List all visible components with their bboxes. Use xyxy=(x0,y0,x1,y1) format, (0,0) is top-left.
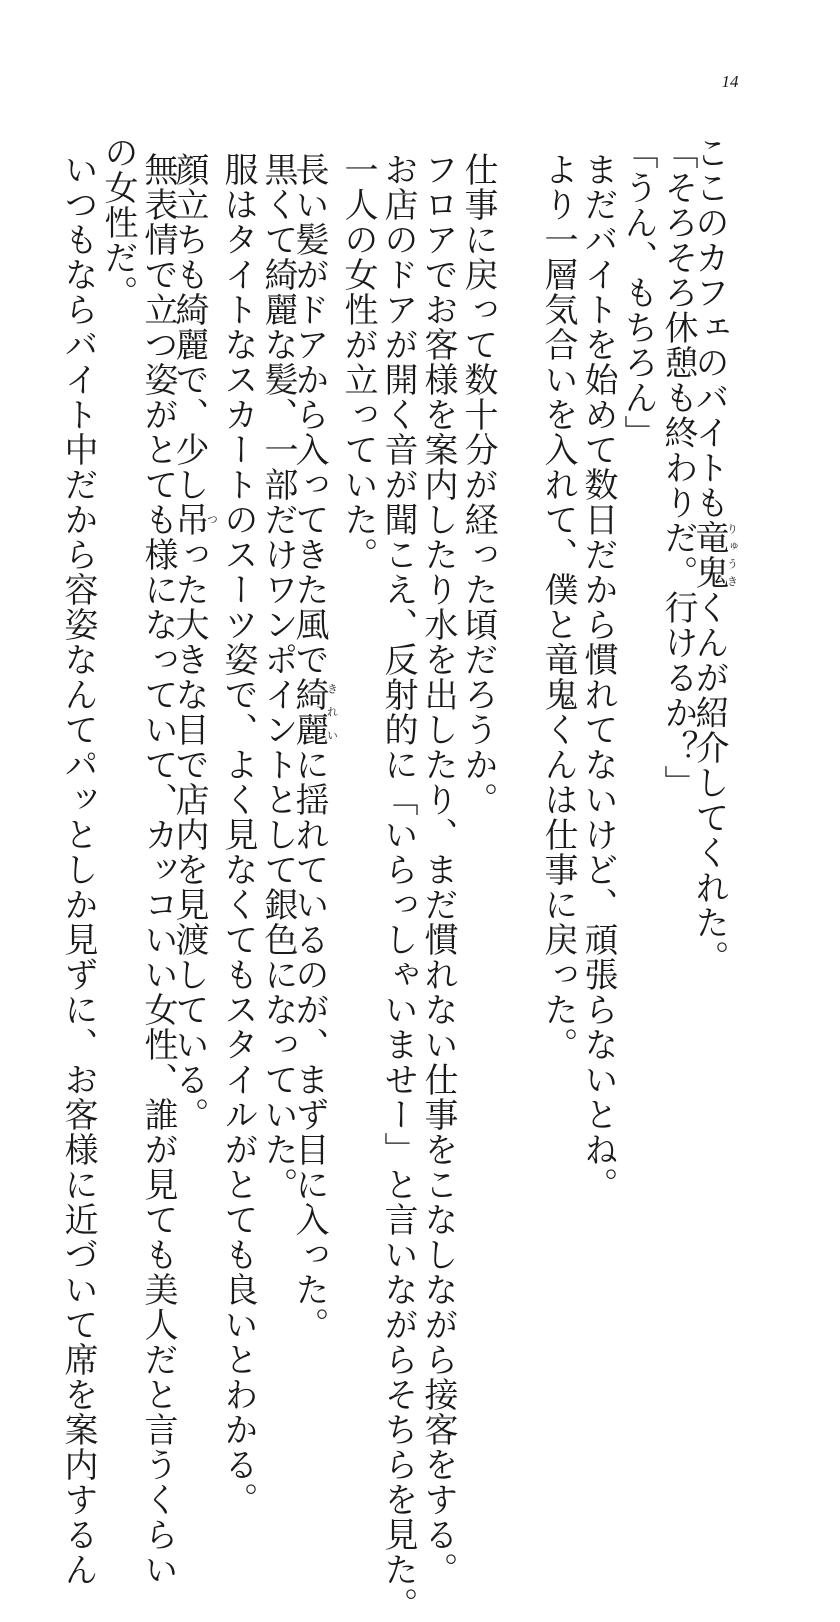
text-line: より一層気合いを入れて、僕と竜鬼くんは仕事に戻った。 xyxy=(538,152,578,1062)
ruby-ryuki: 竜鬼りゅうき xyxy=(689,520,739,590)
text-line: 長い髪がドアから入ってきた風で綺麗きれいに揺れているのが、まず目に入った。 xyxy=(289,152,339,1342)
text-line: お店のドアが開く音が聞こえ、反射的に「いらっしゃいませー」と言いながらそちらを見た。 xyxy=(378,152,418,1622)
text-line: 仕事に戻って数十分が経った頃だろうか。 xyxy=(458,152,498,817)
text-line: 「そろそろ休憩も終わりだ。行けるか？」 xyxy=(658,135,698,800)
text-line: 服はタイトなスカートのスーツ姿で、よく見なくてもスタイルがとても良いとわかる。 xyxy=(218,152,258,1517)
text-line: 無表情で立つ姿がとても様になっていて、カッコいい女性、誰が見ても美人だと言うくらい xyxy=(138,152,178,1587)
text-line: いつもならバイト中だから容姿なんてパッとしか見ずに、お客様に近づいて席を案内するん xyxy=(58,152,98,1587)
text-line: 一人の女性が立っていた。 xyxy=(338,152,378,572)
text-line: 「うん、もちろん」 xyxy=(618,135,658,450)
page-number: 14 xyxy=(721,72,739,91)
text-line: 顔立ちも綺麗で、少し吊つった大きな目で店内を見渡している。 xyxy=(169,152,219,1132)
ruby-tsu: 吊つ xyxy=(169,502,219,537)
text-line: フロアでお客様を案内したり水を出したり、まだ慣れない仕事をこなしながら接客をする。 xyxy=(418,152,458,1587)
text-line: 黒くて綺麗な髪、一部だけワンポイントとして銀色になっていた。 xyxy=(258,152,298,1202)
text-line: の女性だ。 xyxy=(98,135,138,310)
text-line: まだバイトを始めて数日だから慣れてないけど、頑張らないとね。 xyxy=(578,152,618,1202)
text-line: ここのカフェのバイトも竜鬼りゅうきくんが紹介してくれた。 xyxy=(689,135,739,975)
ruby-kirei: 綺麗きれい xyxy=(289,677,339,747)
